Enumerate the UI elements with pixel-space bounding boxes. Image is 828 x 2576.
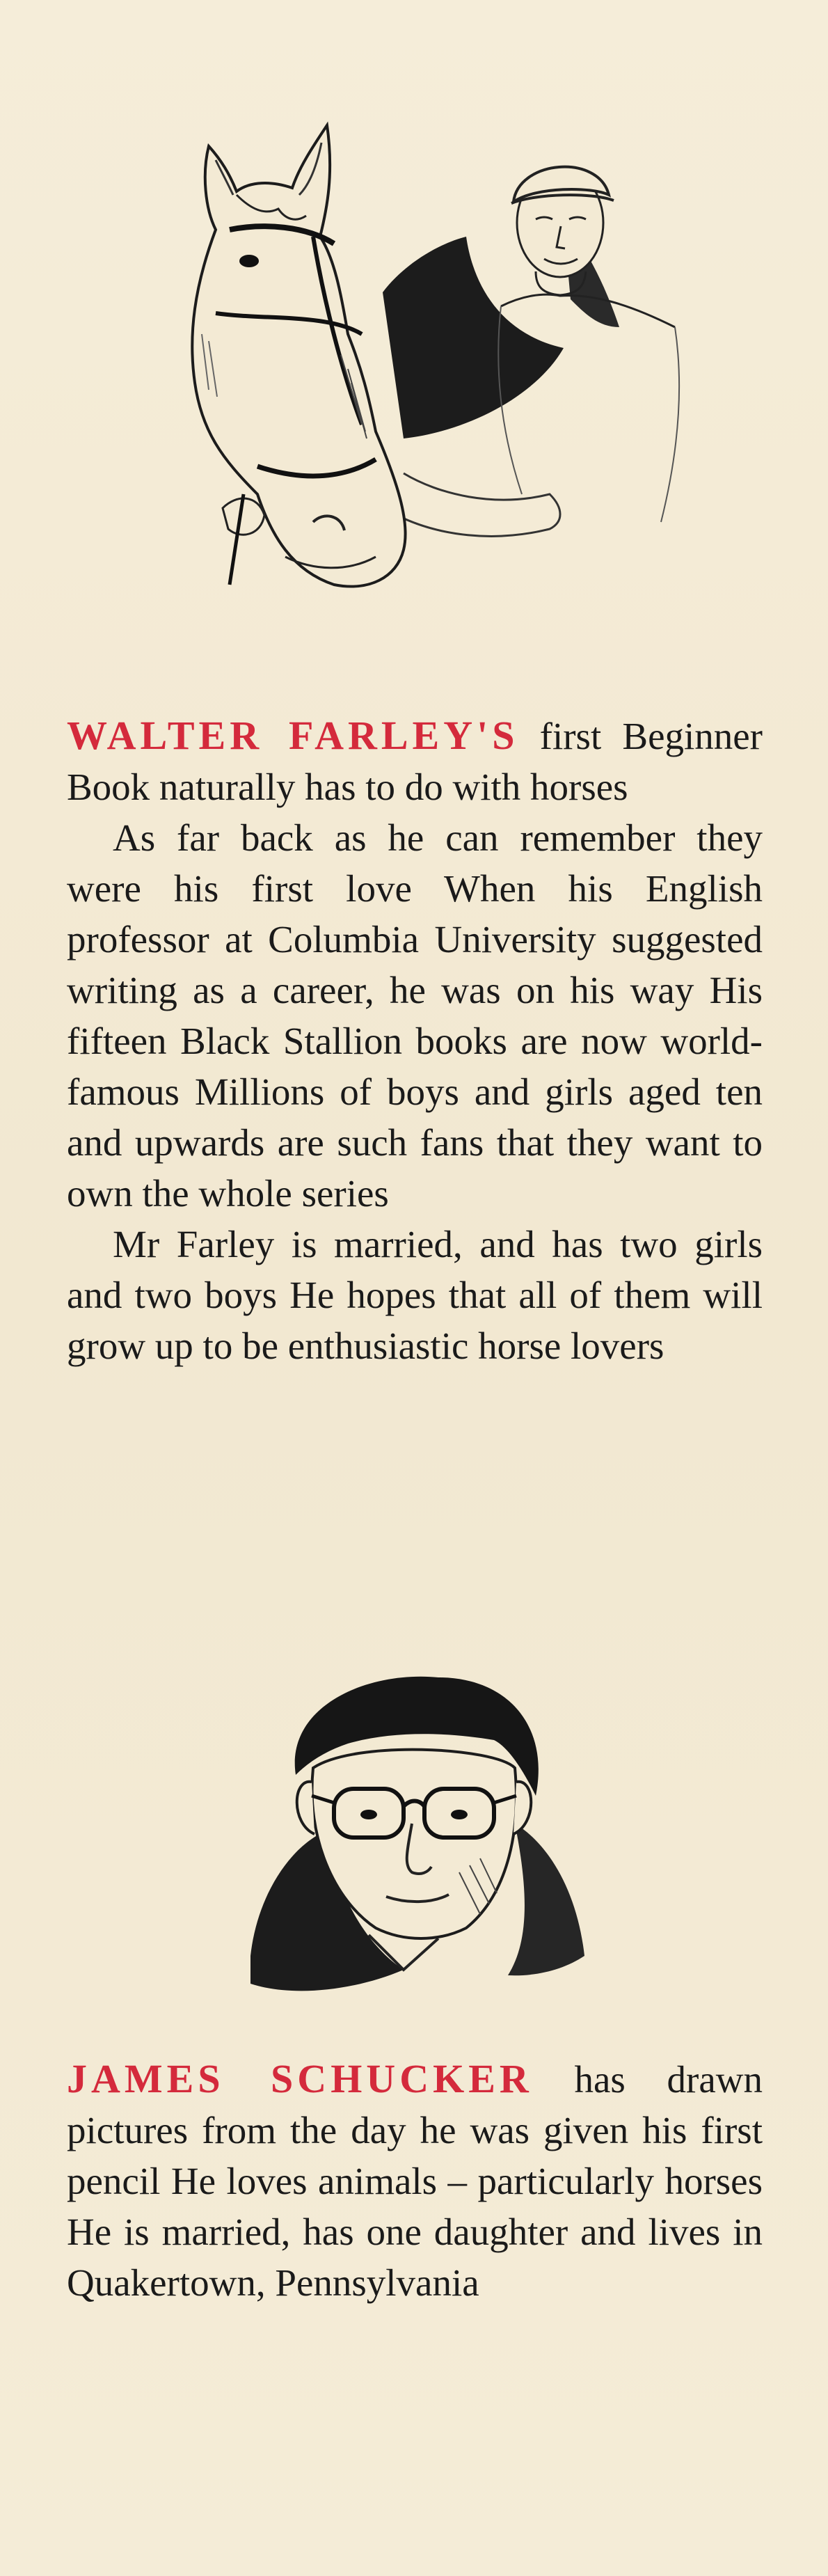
farley-name: WALTER FARLEY'S <box>67 713 519 758</box>
horse-and-man-portrait-icon <box>174 104 717 654</box>
farley-bio <box>67 710 763 1371</box>
man-with-glasses-portrait-icon <box>230 1664 605 2012</box>
schucker-name: JAMES SCHUCKER <box>67 2056 533 2101</box>
schucker-illustration <box>230 1664 605 2012</box>
farley-bio-intro <box>67 710 763 812</box>
farley-bio-paragraph-3: Mr Farley is married, and has two girls and two boys He hopes that all of them will grow up to be enthusiastic horse lovers <box>67 1223 763 1367</box>
farley-bio-paragraph-2: As far back as he can remember they were his first love When his English professor at Columbia University suggested writing as a career, he was on his way His fifteen Black Stallion books are now world-famous Millions of boys and girls aged ten and upwards are such fans that they want to own the whole series <box>67 816 763 1215</box>
farley-illustration <box>174 104 717 654</box>
schucker-bio-text: has drawn pictures from the day he was given his first pencil He loves animals – particularly horses He is married, has one daughter and lives in Quakertown, Pennsylvania <box>67 2058 763 2304</box>
schucker-bio <box>67 2053 763 2308</box>
farley-intro-text: first Beginner Book naturally has to do with horses <box>67 715 763 808</box>
schucker-bio-paragraph <box>67 2053 763 2308</box>
